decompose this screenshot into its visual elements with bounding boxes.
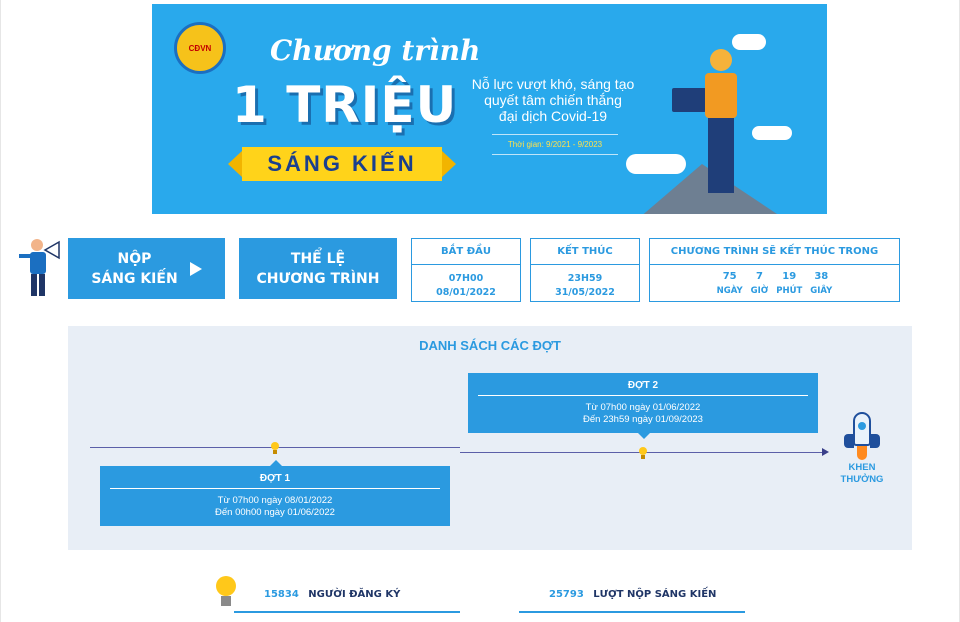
banner-script-title: Chương trình: [270, 34, 481, 67]
submitted-stat: 25793 LƯỢT NỘP SÁNG KIẾN: [549, 589, 717, 600]
countdown-hours: 7 GIỜ: [750, 271, 769, 296]
registered-stat: 15834 NGƯỜI ĐĂNG KÝ: [264, 589, 401, 600]
rocket-icon: [842, 412, 882, 462]
rounds-panel: [68, 326, 912, 550]
program-rules-button[interactable]: THỂ LỆ CHƯƠNG TRÌNH: [239, 238, 397, 299]
reward-label[interactable]: KHEN THƯỞNG: [840, 462, 884, 485]
start-box: BẮT ĐẦU 07H00 08/01/2022: [411, 238, 521, 302]
banner-big-title: 1 TRIỆU: [232, 76, 458, 134]
banner-divider: [492, 134, 618, 135]
rounds-title: DANH SÁCH CÁC ĐỢT: [419, 338, 561, 353]
cloud-icon: [732, 34, 766, 50]
end-box: KẾT THÚC 23H59 31/05/2022: [530, 238, 640, 302]
timeline-arrow-icon: [822, 448, 829, 456]
engineer-illustration: [697, 49, 747, 199]
countdown-minutes: 19 PHÚT: [776, 271, 803, 296]
lightbulb-icon: [270, 442, 280, 454]
countdown-seconds: 38 GIÂY: [810, 271, 833, 296]
countdown-box: CHƯƠNG TRÌNH SẼ KẾT THÚC TRONG 75 NGÀY 7 GIỜ 19 PHÚT 38 GIÂY: [649, 238, 900, 302]
cloud-icon: [752, 126, 792, 140]
submit-idea-button[interactable]: NỘP SÁNG KIẾN: [68, 238, 225, 299]
round-1-card[interactable]: ĐỢT 1 Từ 07h00 ngày 08/01/2022 Đến 00h00 ngày 01/06/2022: [100, 466, 450, 526]
banner-slogan: Nỗ lực vượt khó, sáng tạo quyết tâm chiến thắng đại dịch Covid-19: [471, 76, 635, 124]
banner-ribbon: SÁNG KIẾN: [242, 147, 442, 181]
lightbulb-icon: [638, 447, 648, 459]
countdown-days: 75 NGÀY: [716, 271, 743, 296]
countdown-timer: [650, 265, 899, 298]
play-icon: [190, 262, 202, 276]
hero-banner: [152, 4, 827, 214]
stat-underline: [519, 611, 745, 613]
stat-underline: [234, 611, 460, 613]
union-logo: CĐVN: [174, 22, 226, 74]
lightbulb-icon: [214, 574, 238, 610]
banner-divider: [492, 154, 618, 155]
banner-period: Thời gian: 9/2021 - 9/2023: [507, 140, 603, 149]
round-2-card[interactable]: ĐỢT 2 Từ 07h00 ngày 01/06/2022 Đến 23h59 ngày 01/09/2023: [468, 373, 818, 433]
megaphone-man-icon: [17, 236, 63, 298]
